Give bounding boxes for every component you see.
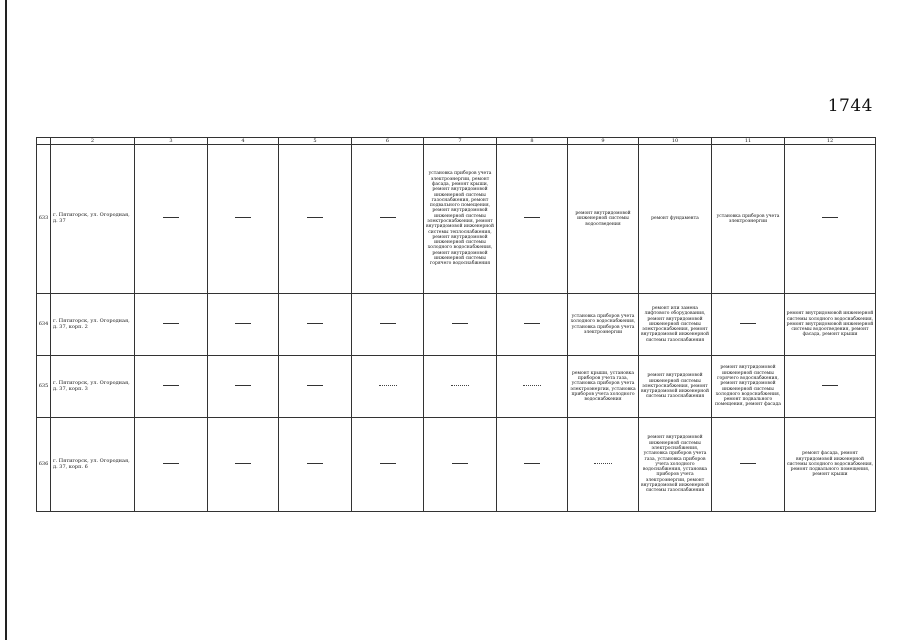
empty-cell	[785, 356, 876, 418]
empty-cell	[135, 294, 208, 356]
empty-cell	[785, 145, 876, 294]
dash-mark	[307, 217, 323, 218]
work-cell: ремонт внутридомовой инженерной системы электроснабжения, ремонт внутридомовой инженерной системы газоснабжения	[639, 356, 712, 418]
empty-cell	[352, 294, 424, 356]
header-cell: 9	[568, 138, 639, 145]
empty-cell	[497, 145, 568, 294]
header-cell: 5	[279, 138, 352, 145]
row-number: 634	[37, 294, 51, 356]
header-cell: 3	[135, 138, 208, 145]
work-cell: ремонт или замена лифтового оборудования, ремонт внутридомовой инженерной системы электроснабжения, ремонт внутридомовой инженерной системы газоснабжения	[639, 294, 712, 356]
header-cell: 10	[639, 138, 712, 145]
dash-mark	[235, 385, 251, 386]
header-cell: 2	[51, 138, 135, 145]
dash-mark	[380, 463, 396, 464]
empty-cell	[279, 356, 352, 418]
empty-cell	[208, 294, 279, 356]
empty-cell	[135, 356, 208, 418]
work-cell: ремонт внутридомовой инженерной системы электроснабжения, установка приборов учета газа, установка приборов учета холодного водоснабжения, установка приборов учета электроэнергии, ремонт внутридомовой инженерной системы газоснабжения	[639, 418, 712, 512]
empty-cell	[712, 418, 785, 512]
dash-mark	[524, 463, 540, 464]
empty-cell	[497, 294, 568, 356]
work-cell: ремонт фасада, ремонт внутридомовой инженерной системы холодного водоснабжения, ремонт подвального помещения, ремонт крыши	[785, 418, 876, 512]
row-number: 633	[37, 145, 51, 294]
row-number: 636	[37, 418, 51, 512]
dash-mark	[163, 217, 179, 218]
dash-mark	[523, 385, 541, 386]
header-cell: 12	[785, 138, 876, 145]
empty-cell	[279, 294, 352, 356]
page-left-border	[5, 0, 7, 640]
work-cell: ремонт крыши, установка приборов учета газа, установка приборов учета электроэнергии, установка приборов учета холодного водоснабжения	[568, 356, 639, 418]
empty-cell	[424, 418, 497, 512]
table-row	[37, 356, 876, 418]
table-row	[37, 418, 876, 512]
dash-mark	[163, 463, 179, 464]
dash-mark	[740, 323, 756, 324]
dash-mark	[380, 323, 396, 324]
address-cell: г. Пятигорск, ул. Огородная, д. 37, корп. 3	[51, 356, 135, 418]
dash-mark	[524, 323, 540, 324]
dash-mark	[163, 323, 179, 324]
work-cell: установка приборов учета электроэнергии, ремонт фасада, ремонт крыши, ремонт внутридомовой инженерной системы газоснабжения, ремонт подвального помещения, ремонт внутридомовой инженерной системы электроснабжения, ремонт внутридомовой инженерной системы теплоснабжения, ремонт внутридомовой инженерной системы холодного водоснабжения, ремонт внутридомовой инженерной системы горячего водоснабжения	[424, 145, 497, 294]
address-cell: г. Пятигорск, ул. Огородная, д. 37, корп. 6	[51, 418, 135, 512]
empty-cell	[208, 145, 279, 294]
empty-cell	[135, 418, 208, 512]
table-row	[37, 145, 876, 294]
dash-mark	[524, 217, 540, 218]
dash-mark	[451, 385, 469, 386]
column-number-header-row	[37, 138, 876, 145]
dash-mark	[822, 217, 838, 218]
address-cell: г. Пятигорск, ул. Огородная, д. 37, корп. 2	[51, 294, 135, 356]
empty-cell	[352, 145, 424, 294]
empty-cell	[424, 294, 497, 356]
dash-mark	[822, 385, 838, 386]
page-number: 1744	[827, 96, 873, 116]
dash-mark	[307, 385, 323, 386]
empty-cell	[208, 356, 279, 418]
work-cell: ремонт внутридомовой инженерной системы водоотведения	[568, 145, 639, 294]
dash-mark	[307, 323, 323, 324]
empty-cell	[568, 418, 639, 512]
work-cell: ремонт фундамента	[639, 145, 712, 294]
dash-mark	[235, 463, 251, 464]
work-cell: установка приборов учета холодного водоснабжения, установка приборов учета электроэнергии	[568, 294, 639, 356]
empty-cell	[424, 356, 497, 418]
dash-mark	[740, 463, 756, 464]
table-row	[37, 294, 876, 356]
header-cell: 7	[424, 138, 497, 145]
dash-mark	[379, 385, 397, 386]
empty-cell	[208, 418, 279, 512]
dash-mark	[163, 385, 179, 386]
dash-mark	[235, 323, 251, 324]
header-cell: 6	[352, 138, 424, 145]
address-cell: г. Пятигорск, ул. Огородная, д. 37	[51, 145, 135, 294]
work-cell: ремонт внутридомовой инженерной системы горячего водоснабжения, ремонт внутридомовой инженерной системы холодного водоснабжения, ремонт подвального помещения, ремонт фасада	[712, 356, 785, 418]
work-cell: установка приборов учета электроэнергии	[712, 145, 785, 294]
empty-cell	[279, 145, 352, 294]
row-number: 635	[37, 356, 51, 418]
repair-schedule-table	[36, 137, 876, 512]
header-cell	[37, 138, 51, 145]
header-cell: 11	[712, 138, 785, 145]
dash-mark	[307, 463, 323, 464]
empty-cell	[135, 145, 208, 294]
dash-mark	[235, 217, 251, 218]
empty-cell	[352, 356, 424, 418]
dash-mark	[380, 217, 396, 218]
empty-cell	[712, 294, 785, 356]
dash-mark	[594, 463, 612, 464]
empty-cell	[279, 418, 352, 512]
empty-cell	[352, 418, 424, 512]
work-cell: ремонт внутридомовой инженерной системы холодного водоснабжения, ремонт внутридомовой инженерной системы водоотведения, ремонт фасада, ремонт крыши	[785, 294, 876, 356]
header-cell: 8	[497, 138, 568, 145]
empty-cell	[497, 356, 568, 418]
dash-mark	[452, 323, 468, 324]
dash-mark	[452, 463, 468, 464]
header-cell: 4	[208, 138, 279, 145]
empty-cell	[497, 418, 568, 512]
